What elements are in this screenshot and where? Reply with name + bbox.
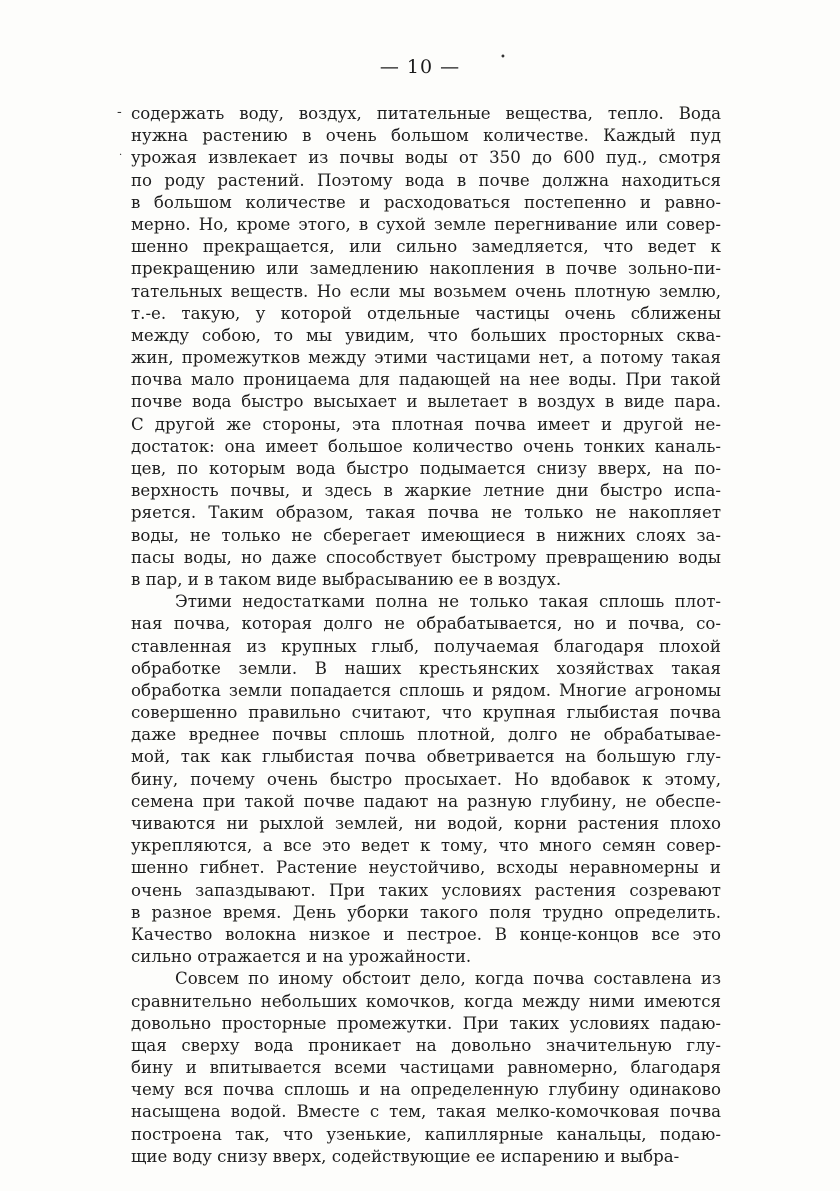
text-line: построена так, что узенькие, капиллярные канальцы, подаю-: [131, 1124, 721, 1144]
text-line: Качество волокна низкое и пестрое. В конце-концов все это: [131, 924, 721, 944]
text-line: шенно прекращается, или сильно замедляется, что ведет к: [131, 237, 721, 257]
paragraph: [131, 103, 721, 591]
text-line: достаток: она имеет большое количество очень тонких каналь-: [131, 436, 721, 456]
text-line: урожая извлекает из почвы воды от 350 до 600 пуд., смотря: [131, 148, 721, 168]
text-line: тательных веществ. Но если мы возьмем очень плотную землю,: [131, 281, 721, 301]
page-number: — 10 —: [379, 56, 461, 78]
text-line: воды, не только не сберегает имеющиеся в нижних слоях за-: [131, 525, 721, 545]
text-line: между собою, то мы увидим, что больших просторных сква-: [131, 325, 721, 345]
margin-dot-mark: ·: [119, 150, 123, 161]
text-line: по роду растений. Поэтому вода в почве должна находиться: [131, 170, 721, 190]
text-line: чему вся почва сплошь и на определенную глубину одинаково: [131, 1080, 721, 1100]
text-line: цев, по которым вода быстро подымается снизу вверх, на по-: [131, 459, 721, 478]
text-line: ряется. Таким образом, такая почва не только не накопляет: [131, 503, 721, 523]
text-line: прекращению или замедлению накопления в почве зольно-пи-: [131, 259, 721, 279]
text-line: жин, промежутков между этими частицами нет, а потому такая: [131, 348, 721, 368]
text-line: бину, почему очень быстро просыхает. Но вдобавок к этому,: [131, 769, 721, 789]
paragraph: [131, 591, 721, 968]
text-line: совершенно правильно считают, что крупная глыбистая почва: [131, 703, 721, 723]
text-line: сравнительно небольших комочков, когда между ними имеются: [131, 991, 721, 1011]
text-line: верхность почвы, и здесь в жаркие летние дни быстро испа-: [131, 481, 721, 501]
text-line: очень запаздывают. При таких условиях растения созревают: [131, 880, 721, 900]
text-line: насыщена водой. Вместе с тем, такая мелко-комочковая почва: [131, 1102, 721, 1122]
text-line: мерно. Но, кроме этого, в сухой земле перегнивание или совер-: [131, 214, 721, 234]
text-line: укрепляются, а все это ведет к тому, что много семян совер-: [131, 836, 721, 856]
text-line: сильно отражается и на урожайности.: [131, 947, 472, 967]
text-line: щие воду снизу вверх, содействующие ее испарению и выбра-: [131, 1146, 680, 1166]
text-line: почве вода быстро высыхает и вылетает в воздух в виде пара.: [131, 392, 721, 412]
text-line: содержать воду, воздух, питательные вещества, тепло. Вода: [131, 104, 721, 123]
body-text: [131, 103, 721, 1168]
margin-dot-mark: •: [500, 52, 506, 63]
text-line: т.-е. такую, у которой отдельные частицы очень сближены: [131, 303, 721, 323]
margin-dash-mark: -: [117, 104, 122, 120]
text-line: шенно гибнет. Растение неустойчиво, всходы неравномерны и: [131, 858, 721, 878]
text-line: чиваются ни рыхлой землей, ни водой, корни растения плохо: [131, 814, 721, 833]
text-line: мой, так как глыбистая почва обветривается на большую глу-: [131, 747, 721, 767]
text-line: обработка земли попадается сплошь и рядом. Многие агрономы: [131, 680, 721, 700]
text-line: семена при такой почве падают на разную глубину, не обеспе-: [131, 791, 721, 811]
text-line: в большом количестве и расходоваться постепенно и равно-: [131, 192, 721, 212]
text-line: бину и впитывается всеми частицами равномерно, благодаря: [131, 1058, 721, 1078]
text-line: ставленная из крупных глыб, получаемая благодаря плохой: [131, 636, 721, 656]
text-line: довольно просторные промежутки. При таких условиях падаю-: [131, 1013, 721, 1033]
text-line: пасы воды, но даже способствует быстрому превращению воды: [131, 547, 721, 567]
text-line: Этими недостатками полна не только такая сплошь плот-: [175, 592, 721, 612]
text-line: ная почва, которая долго не обрабатывается, но и почва, со-: [131, 614, 721, 634]
text-line: нужна растению в очень большом количестве. Каждый пуд: [131, 126, 721, 146]
text-line: в разное время. День уборки такого поля трудно определить.: [131, 902, 721, 922]
text-line: С другой же стороны, эта плотная почва имеет и другой не-: [131, 414, 721, 434]
text-line: щая сверху вода проникает на довольно значительную глу-: [131, 1035, 721, 1055]
text-line: в пар, и в таком виде выбрасыванию ее в воздух.: [131, 569, 562, 589]
text-line: Совсем по иному обстоит дело, когда почва составлена из: [175, 969, 721, 989]
text-line: почва мало проницаема для падающей на нее воды. При такой: [131, 370, 721, 390]
text-line: обработке земли. В наших крестьянских хозяйствах такая: [131, 658, 721, 678]
paragraph: [131, 968, 721, 1168]
text-line: даже вреднее почвы сплошь плотной, долго не обрабатывае-: [131, 725, 721, 745]
